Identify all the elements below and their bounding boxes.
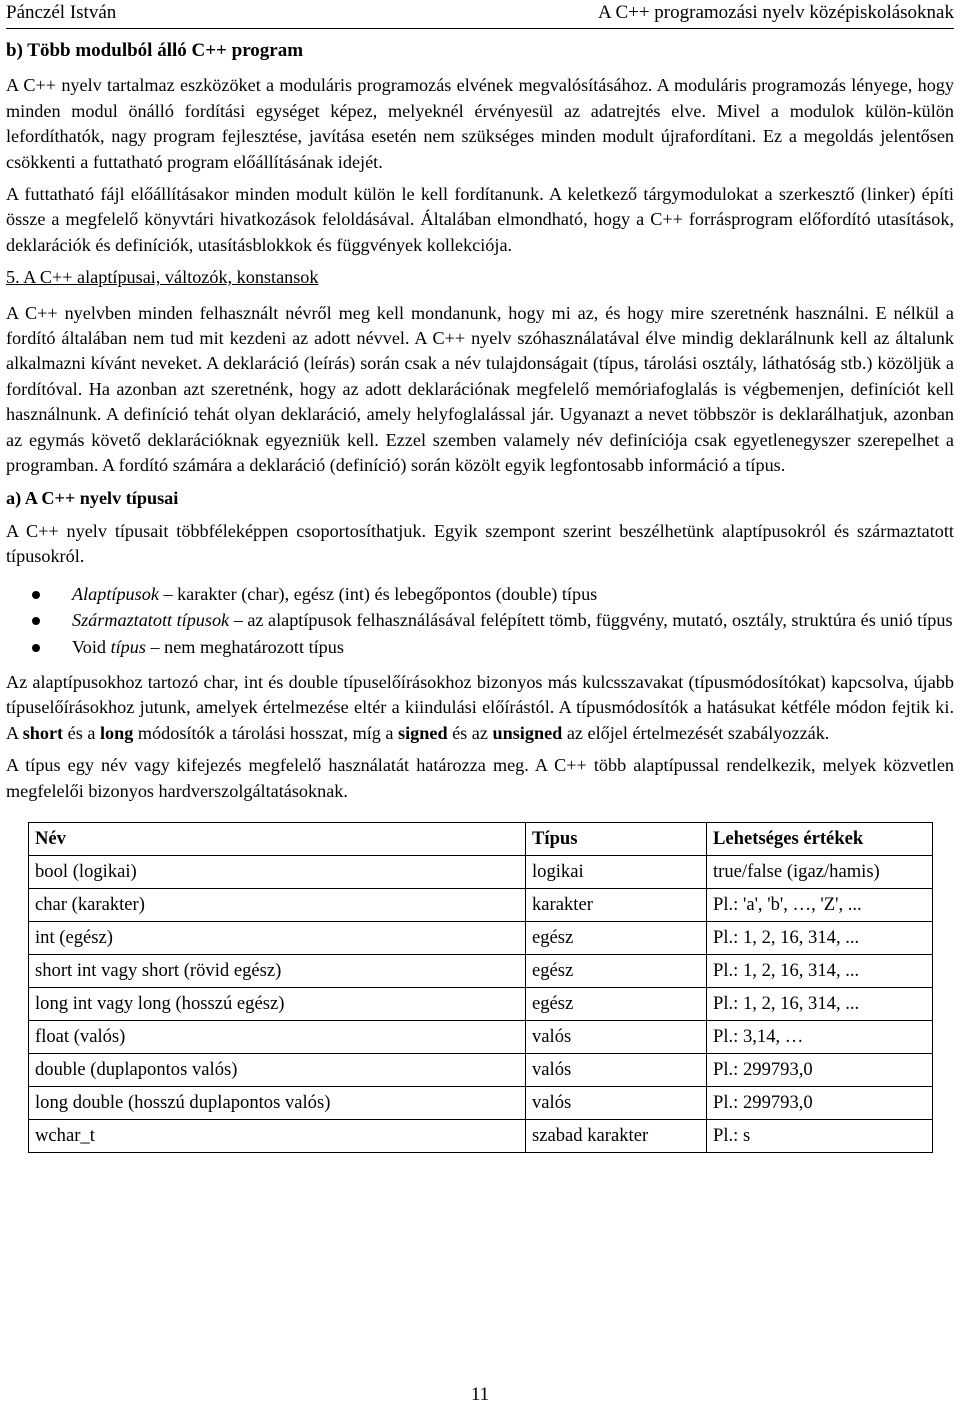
page-header <box>6 0 954 29</box>
page-content <box>6 36 954 1153</box>
table-row <box>29 888 933 921</box>
table-cell: double (duplapontos valós) <box>29 1053 526 1086</box>
list-term: Alaptípusok <box>72 583 159 604</box>
table-cell: egész <box>526 921 707 954</box>
bullet-icon <box>32 617 40 625</box>
list-item <box>32 635 954 660</box>
keyword-signed: signed <box>398 722 448 743</box>
list-item <box>32 582 954 607</box>
text-run: és az <box>447 722 493 743</box>
bullet-icon <box>32 644 40 652</box>
table-cell: Pl.: 'a', 'b', …, 'Z', ... <box>707 888 933 921</box>
table-cell: bool (logikai) <box>29 855 526 888</box>
table-cell: logikai <box>526 855 707 888</box>
keyword-unsigned: unsigned <box>492 722 563 743</box>
column-header-name: Név <box>29 822 526 855</box>
list-text: – nem meghatározott típus <box>145 636 344 657</box>
section-a-heading: a) A C++ nyelv típusai <box>6 487 179 508</box>
table-cell: karakter <box>526 888 707 921</box>
paragraph: A C++ nyelv típusait többféleképpen csoportosíthatjuk. Egyik szempont szerint beszélhetünk alaptípusokról és származtatott típusokról. <box>6 520 954 567</box>
table-row <box>29 1119 933 1152</box>
page-number: 11 <box>470 1384 490 1405</box>
table-row <box>29 1053 933 1086</box>
list-term-plain: Void <box>72 636 111 657</box>
table-cell: int (egész) <box>29 921 526 954</box>
table-cell: egész <box>526 987 707 1020</box>
table-cell: valós <box>526 1053 707 1086</box>
table-cell: Pl.: 3,14, … <box>707 1020 933 1053</box>
list-text: – karakter (char), egész (int) és lebegőpontos (double) típus <box>158 583 598 604</box>
table-row <box>29 1086 933 1119</box>
table-cell: Pl.: s <box>707 1119 933 1152</box>
table-row <box>29 987 933 1020</box>
table-cell: Pl.: 1, 2, 16, 314, ... <box>707 987 933 1020</box>
list-term: Származtatott típusok <box>72 610 230 631</box>
keyword-short: short <box>22 722 64 743</box>
table-cell: short int vagy short (rövid egész) <box>29 954 526 987</box>
text-run: Az alaptípusokhoz tartozó char, int és double típuselőírásokhoz bizonyos más kulcsszavakat (típusmódosítókat) kapcsolva, újabb típuselőírásokhoz jutunk, amelyek értelmezése eltér a kiindulási előírástól. A típusmódosítók a hatásukat kétféle módon fejtik ki. A <box>6 671 954 743</box>
table-cell: true/false (igaz/hamis) <box>707 855 933 888</box>
table-cell: Pl.: 299793,0 <box>707 1086 933 1119</box>
paragraph: A futtatható fájl előállításakor minden modult külön le kell fordítanunk. A keletkező tárgymodulokat a szerkesztő (linker) építi össze a megfelelő könyvtári hivatkozások feloldásával. Általában elmondható, hogy a C++ forrásprogram előfordító utasítások, deklarációk és definíciók, utasításblokkok és függvények kollekciója. <box>6 184 954 255</box>
text-run: és a <box>63 722 100 743</box>
list-text: – az alaptípusok felhasználásával felépített tömb, függvény, mutató, osztály, struktúra és unió típus <box>229 610 953 631</box>
table-row <box>29 921 933 954</box>
table-cell: Pl.: 1, 2, 16, 314, ... <box>707 954 933 987</box>
header-author: Pánczél István <box>6 2 117 23</box>
section-5-heading: 5. A C++ alaptípusai, változók, konstansok <box>6 267 319 288</box>
table-cell: long double (hosszú duplapontos valós) <box>29 1086 526 1119</box>
types-table <box>28 822 933 1153</box>
section-b-heading: b) Több modulból álló C++ program <box>6 40 304 61</box>
text-run: az előjel értelmezését szabályozzák. <box>562 722 830 743</box>
table-cell: long int vagy long (hosszú egész) <box>29 987 526 1020</box>
table-row <box>29 954 933 987</box>
bullet-icon <box>32 591 40 599</box>
list-item <box>32 608 954 633</box>
type-list <box>6 582 954 660</box>
table-cell: Pl.: 299793,0 <box>707 1053 933 1086</box>
column-header-values: Lehetséges értékek <box>707 822 933 855</box>
paragraph: A típus egy név vagy kifejezés megfelelő használatát határozza meg. A C++ több alaptípussal rendelkezik, melyek közvetlen megfelelői bizonyos hardverszolgáltatásoknak. <box>6 755 954 801</box>
paragraph: A C++ nyelv tartalmaz eszközöket a moduláris programozás elvének megvalósításához. A moduláris programozás lényege, hogy minden modul önálló fordítási egységet képez, melyeknél érvényesül az adatrejtés elve. Mivel a modulok külön-külön lefordíthatók, nagy program fejlesztése, javítása esetén nem szükséges minden modult újrafordítani. Ez a megoldás jelentősen csökkenti a futtatható program előállításának idejét. <box>6 75 954 172</box>
column-header-type: Típus <box>526 822 707 855</box>
table-cell: valós <box>526 1086 707 1119</box>
text-run: módosítók a tárolási hosszat, míg a <box>133 722 399 743</box>
table-cell: Pl.: 1, 2, 16, 314, ... <box>707 921 933 954</box>
table-header-row <box>29 822 933 855</box>
table-row <box>29 1020 933 1053</box>
paragraph: A C++ nyelvben minden felhasznált névről meg kell mondanunk, hogy mi az, és hogy mire szeretnénk használni. E nélkül a fordító általában nem tud mit kezdeni az adott névvel. A C++ nyelv szóhasználatával élve mindig deklarálnunk kell az általunk alkalmazni kívánt neveket. A deklaráció (leírás) során csak a név tulajdonságait (típus, tárolási osztály, láthatóság stb.) közöljük a fordítóval. Ha azonban azt szeretnénk, hogy az adott deklarációnak megfelelő memóriafoglalás is végbemenjen, definíciót kell használnunk. A definíció tehát olyan deklaráció, amely helyfoglalással jár. Ugyanazt a nevet többször is deklarálhatjuk, azonban az egymás követő deklarációknak egyezniük kell. Ezzel szemben valamely név definíciója csak egyetlenegyszer szerepelhet a programban. A fordító számára a deklaráció (definíció) során közölt egyik legfontosabb információ a típus. <box>6 302 954 476</box>
keyword-long: long <box>99 722 134 743</box>
table-cell: egész <box>526 954 707 987</box>
table-cell: wchar_t <box>29 1119 526 1152</box>
list-term: típus <box>110 636 146 657</box>
table-cell: char (karakter) <box>29 888 526 921</box>
table-row <box>29 855 933 888</box>
table-cell: valós <box>526 1020 707 1053</box>
header-book-title: A C++ programozási nyelv középiskolásoknak <box>598 2 954 23</box>
paragraph <box>6 670 954 746</box>
table-cell: float (valós) <box>29 1020 526 1053</box>
table-cell: szabad karakter <box>526 1119 707 1152</box>
